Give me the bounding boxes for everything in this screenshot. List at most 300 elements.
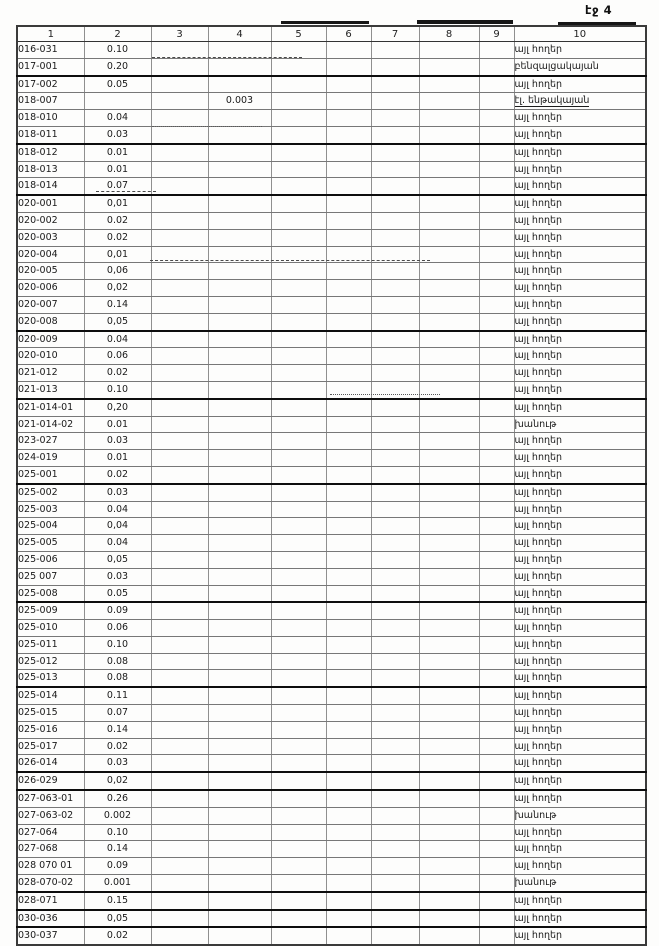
cell-empty	[271, 568, 326, 585]
cell-area: 0.09	[84, 602, 151, 619]
note-text: այլ հողեր	[514, 231, 563, 243]
cell-col4	[208, 313, 271, 330]
cell-col4	[208, 365, 271, 382]
note-text: այլ հողեր	[514, 112, 563, 124]
cell-empty	[151, 755, 208, 772]
cell-area: 0,02	[84, 772, 151, 790]
cell-code: 020-002	[17, 212, 84, 229]
cell-area: 0.02	[84, 927, 151, 945]
cell-empty	[419, 501, 479, 518]
cell-empty	[371, 705, 419, 722]
cell-empty	[326, 687, 371, 704]
cell-code: 025-009	[17, 602, 84, 619]
cell-empty	[151, 450, 208, 467]
cell-empty	[479, 450, 514, 467]
table-row	[17, 212, 646, 229]
cell-empty	[419, 246, 479, 263]
cell-empty	[479, 535, 514, 552]
cell-empty	[151, 212, 208, 229]
cell-empty	[271, 824, 326, 841]
cell-col4	[208, 466, 271, 483]
cell-note	[514, 568, 646, 585]
scan-smudge	[417, 20, 513, 24]
cell-note	[514, 144, 646, 161]
cell-code: 020-010	[17, 348, 84, 365]
cell-area: 0.10	[84, 636, 151, 653]
cell-empty	[271, 620, 326, 637]
cell-empty	[326, 161, 371, 178]
cell-empty	[371, 178, 419, 195]
table-row	[17, 841, 646, 858]
cell-empty	[419, 738, 479, 755]
cell-empty	[271, 212, 326, 229]
note-text: այլ հողեր	[514, 553, 563, 565]
cell-col4	[208, 501, 271, 518]
cell-code: 025-014	[17, 687, 84, 704]
cell-col4	[208, 484, 271, 501]
cell-empty	[371, 381, 419, 398]
cell-empty	[326, 466, 371, 483]
cell-empty	[326, 313, 371, 330]
cell-code: 025-001	[17, 466, 84, 483]
cell-code: 025-005	[17, 535, 84, 552]
cell-empty	[371, 450, 419, 467]
note-text: այլ հողեր	[514, 793, 563, 805]
cell-empty	[371, 280, 419, 297]
scan-smudge	[281, 21, 369, 24]
cell-code: 025-011	[17, 636, 84, 653]
cell-area: 0.14	[84, 721, 151, 738]
cell-empty	[151, 263, 208, 280]
cell-empty	[326, 790, 371, 807]
note-text: այլ հողեր	[514, 638, 563, 650]
cell-empty	[419, 416, 479, 433]
header-cell: 4	[208, 26, 271, 42]
cell-empty	[151, 670, 208, 687]
cell-empty	[371, 161, 419, 178]
cell-col4	[208, 927, 271, 945]
note-text: այլ հողեր	[514, 367, 563, 379]
cell-empty	[271, 841, 326, 858]
cell-code: 030-037	[17, 927, 84, 945]
note-text: այլ հողեր	[514, 401, 563, 413]
cell-col4	[208, 892, 271, 910]
cell-empty	[151, 433, 208, 450]
cell-empty	[271, 195, 326, 212]
cell-empty	[326, 433, 371, 450]
note-text: այլ հողեր	[514, 757, 563, 769]
cell-empty	[371, 858, 419, 875]
cell-empty	[271, 687, 326, 704]
cell-code: 025-004	[17, 518, 84, 535]
table-row	[17, 381, 646, 398]
land-registry-table	[16, 25, 647, 946]
cell-empty	[419, 551, 479, 568]
note-text: այլ հողեր	[514, 894, 563, 906]
cell-col4	[208, 824, 271, 841]
cell-empty	[479, 738, 514, 755]
cell-empty	[151, 687, 208, 704]
cell-empty	[271, 144, 326, 161]
cell-note	[514, 705, 646, 722]
cell-empty	[371, 910, 419, 928]
cell-empty	[271, 348, 326, 365]
cell-col4	[208, 212, 271, 229]
cell-empty	[151, 484, 208, 501]
note-text: այլ հողեր	[514, 622, 563, 634]
table-row	[17, 161, 646, 178]
header-cell: 3	[151, 26, 208, 42]
cell-area: 0.08	[84, 670, 151, 687]
note-text: այլ հողեր	[514, 860, 563, 872]
cell-note	[514, 296, 646, 313]
cell-empty	[419, 161, 479, 178]
cell-empty	[479, 466, 514, 483]
cell-code: 016-031	[17, 42, 84, 59]
cell-empty	[419, 927, 479, 945]
cell-empty	[479, 518, 514, 535]
cell-empty	[151, 858, 208, 875]
cell-empty	[151, 535, 208, 552]
cell-col4	[208, 910, 271, 928]
cell-col4	[208, 76, 271, 93]
cell-empty	[271, 433, 326, 450]
cell-empty	[419, 450, 479, 467]
cell-empty	[326, 484, 371, 501]
cell-empty	[419, 110, 479, 127]
header-cell: 10	[514, 26, 646, 42]
cell-area: 0.10	[84, 42, 151, 59]
cell-empty	[326, 551, 371, 568]
cell-empty	[151, 331, 208, 348]
table-row	[17, 892, 646, 910]
cell-note	[514, 365, 646, 382]
cell-col4	[208, 620, 271, 637]
cell-empty	[271, 602, 326, 619]
cell-area: 0,06	[84, 263, 151, 280]
note-text: այլ հողեր	[514, 435, 563, 447]
cell-area: 0.11	[84, 687, 151, 704]
table-row	[17, 772, 646, 790]
cell-col4	[208, 670, 271, 687]
cell-empty	[371, 416, 419, 433]
cell-col4	[208, 263, 271, 280]
cell-col4	[208, 42, 271, 59]
table-row	[17, 721, 646, 738]
cell-empty	[419, 790, 479, 807]
cell-note	[514, 807, 646, 824]
note-text: այլ հողեր	[514, 503, 563, 515]
cell-empty	[326, 602, 371, 619]
cell-area: 0.04	[84, 331, 151, 348]
cell-empty	[326, 738, 371, 755]
cell-note	[514, 246, 646, 263]
cell-code: 025-016	[17, 721, 84, 738]
cell-empty	[419, 807, 479, 824]
cell-empty	[419, 824, 479, 841]
note-text: խանութ	[514, 418, 557, 430]
cell-empty	[479, 161, 514, 178]
cell-empty	[326, 450, 371, 467]
cell-note	[514, 824, 646, 841]
cell-empty	[151, 772, 208, 790]
cell-area: 0,01	[84, 195, 151, 212]
cell-note	[514, 551, 646, 568]
cell-empty	[479, 110, 514, 127]
cell-note	[514, 161, 646, 178]
note-text: այլ հողեր	[514, 282, 563, 294]
cell-empty	[419, 841, 479, 858]
cell-empty	[371, 841, 419, 858]
cell-empty	[151, 738, 208, 755]
cell-empty	[326, 636, 371, 653]
cell-empty	[151, 721, 208, 738]
cell-area: 0.07	[84, 705, 151, 722]
note-text: բենզալցակայան	[514, 60, 599, 72]
cell-col4	[208, 416, 271, 433]
cell-empty	[326, 670, 371, 687]
cell-col4	[208, 772, 271, 790]
cell-empty	[151, 705, 208, 722]
cell-empty	[326, 807, 371, 824]
cell-area: 0.26	[84, 790, 151, 807]
cell-empty	[326, 416, 371, 433]
cell-empty	[371, 433, 419, 450]
cell-empty	[479, 178, 514, 195]
cell-empty	[151, 416, 208, 433]
table-row	[17, 602, 646, 619]
cell-empty	[271, 296, 326, 313]
cell-empty	[419, 195, 479, 212]
cell-code: 025-003	[17, 501, 84, 518]
cell-empty	[479, 927, 514, 945]
cell-area: 0.05	[84, 76, 151, 93]
table-row	[17, 518, 646, 535]
cell-note	[514, 910, 646, 928]
cell-empty	[326, 331, 371, 348]
cell-empty	[479, 399, 514, 416]
cell-empty	[371, 42, 419, 59]
cell-empty	[479, 841, 514, 858]
cell-empty	[371, 772, 419, 790]
cell-empty	[326, 927, 371, 945]
table-row	[17, 738, 646, 755]
cell-note	[514, 313, 646, 330]
cell-empty	[419, 93, 479, 110]
cell-empty	[151, 892, 208, 910]
cell-note	[514, 927, 646, 945]
cell-empty	[271, 807, 326, 824]
cell-empty	[371, 229, 419, 246]
cell-code: 025-006	[17, 551, 84, 568]
cell-empty	[479, 653, 514, 670]
cell-col4	[208, 568, 271, 585]
header-cell: 6	[326, 26, 371, 42]
cell-empty	[419, 670, 479, 687]
cell-area: 0.03	[84, 755, 151, 772]
cell-code: 025-010	[17, 620, 84, 637]
cell-col4	[208, 841, 271, 858]
cell-empty	[371, 212, 419, 229]
table-header-row	[17, 26, 646, 42]
cell-col4: 0.003	[208, 93, 271, 110]
table-row	[17, 858, 646, 875]
cell-empty	[419, 144, 479, 161]
cell-empty	[419, 772, 479, 790]
cell-empty	[326, 518, 371, 535]
cell-col4	[208, 551, 271, 568]
cell-empty	[371, 126, 419, 143]
cell-empty	[419, 910, 479, 928]
cell-note	[514, 433, 646, 450]
cell-empty	[479, 212, 514, 229]
cell-empty	[371, 466, 419, 483]
cell-empty	[371, 585, 419, 602]
cell-note	[514, 416, 646, 433]
cell-col4	[208, 755, 271, 772]
cell-empty	[151, 229, 208, 246]
cell-empty	[371, 927, 419, 945]
note-text: այլ հողեր	[514, 298, 563, 310]
cell-empty	[419, 399, 479, 416]
cell-empty	[151, 636, 208, 653]
cell-empty	[479, 313, 514, 330]
cell-empty	[151, 841, 208, 858]
cell-code: 020-009	[17, 331, 84, 348]
cell-empty	[271, 110, 326, 127]
cell-empty	[419, 705, 479, 722]
cell-note	[514, 450, 646, 467]
table-row	[17, 653, 646, 670]
cell-code: 028-071	[17, 892, 84, 910]
note-text: այլ հողեր	[514, 570, 563, 582]
header-cell: 2	[84, 26, 151, 42]
note-text: այլ հողեր	[514, 537, 563, 549]
cell-empty	[419, 687, 479, 704]
cell-empty	[151, 620, 208, 637]
note-text: այլ հողեր	[514, 452, 563, 464]
cell-empty	[479, 824, 514, 841]
cell-empty	[271, 331, 326, 348]
cell-empty	[271, 721, 326, 738]
cell-code: 018-013	[17, 161, 84, 178]
cell-area: 0,02	[84, 280, 151, 297]
cell-col4	[208, 399, 271, 416]
cell-empty	[419, 518, 479, 535]
cell-empty	[271, 263, 326, 280]
table-row	[17, 790, 646, 807]
cell-empty	[479, 568, 514, 585]
cell-code: 017-002	[17, 76, 84, 93]
cell-empty	[419, 433, 479, 450]
cell-empty	[371, 670, 419, 687]
cell-code: 028-070-02	[17, 875, 84, 892]
cell-col4	[208, 653, 271, 670]
cell-empty	[151, 875, 208, 892]
note-text: այլ հողեր	[514, 605, 563, 617]
cell-empty	[271, 858, 326, 875]
cell-note	[514, 653, 646, 670]
cell-note	[514, 636, 646, 653]
cell-empty	[326, 381, 371, 398]
cell-col4	[208, 178, 271, 195]
cell-col4	[208, 602, 271, 619]
cell-empty	[371, 296, 419, 313]
table-row	[17, 331, 646, 348]
note-text: այլ հողեր	[514, 672, 563, 684]
cell-empty	[371, 263, 419, 280]
cell-empty	[419, 212, 479, 229]
note-text: այլ հողեր	[514, 930, 563, 942]
cell-empty	[479, 229, 514, 246]
cell-col4	[208, 535, 271, 552]
cell-empty	[326, 721, 371, 738]
cell-empty	[326, 653, 371, 670]
cell-empty	[326, 755, 371, 772]
note-text: այլ հողեր	[514, 707, 563, 719]
cell-area: 0.08	[84, 653, 151, 670]
cell-code: 025-008	[17, 585, 84, 602]
cell-empty	[271, 875, 326, 892]
cell-col4	[208, 161, 271, 178]
cell-code: 018-011	[17, 126, 84, 143]
cell-code: 018-012	[17, 144, 84, 161]
cell-empty	[371, 790, 419, 807]
cell-code: 021-013	[17, 381, 84, 398]
cell-area: 0.002	[84, 807, 151, 824]
header-cell: 8	[419, 26, 479, 42]
cell-empty	[326, 705, 371, 722]
cell-empty	[326, 110, 371, 127]
cell-empty	[326, 212, 371, 229]
cell-empty	[479, 58, 514, 75]
cell-area: 0.02	[84, 466, 151, 483]
cell-code: 020-004	[17, 246, 84, 263]
note-text: այլ հողեր	[514, 520, 563, 532]
cell-empty	[419, 585, 479, 602]
cell-empty	[371, 331, 419, 348]
cell-empty	[479, 772, 514, 790]
cell-code: 028 070 01	[17, 858, 84, 875]
cell-empty	[151, 910, 208, 928]
cell-empty	[479, 585, 514, 602]
cell-note	[514, 892, 646, 910]
cell-code: 021-014-01	[17, 399, 84, 416]
cell-empty	[151, 144, 208, 161]
table-row	[17, 687, 646, 704]
cell-empty	[479, 433, 514, 450]
cell-col4	[208, 687, 271, 704]
cell-empty	[419, 568, 479, 585]
cell-code: 025-012	[17, 653, 84, 670]
cell-empty	[371, 568, 419, 585]
cell-empty	[479, 365, 514, 382]
cell-note	[514, 331, 646, 348]
cell-empty	[326, 585, 371, 602]
note-text: այլ հողեր	[514, 248, 563, 260]
cell-empty	[371, 246, 419, 263]
cell-empty	[271, 161, 326, 178]
table-row	[17, 551, 646, 568]
cell-empty	[271, 551, 326, 568]
cell-area: 0.03	[84, 433, 151, 450]
cell-empty	[151, 365, 208, 382]
cell-empty	[271, 636, 326, 653]
cell-area: 0,04	[84, 518, 151, 535]
cell-empty	[479, 636, 514, 653]
cell-col4	[208, 126, 271, 143]
cell-area: 0.10	[84, 381, 151, 398]
